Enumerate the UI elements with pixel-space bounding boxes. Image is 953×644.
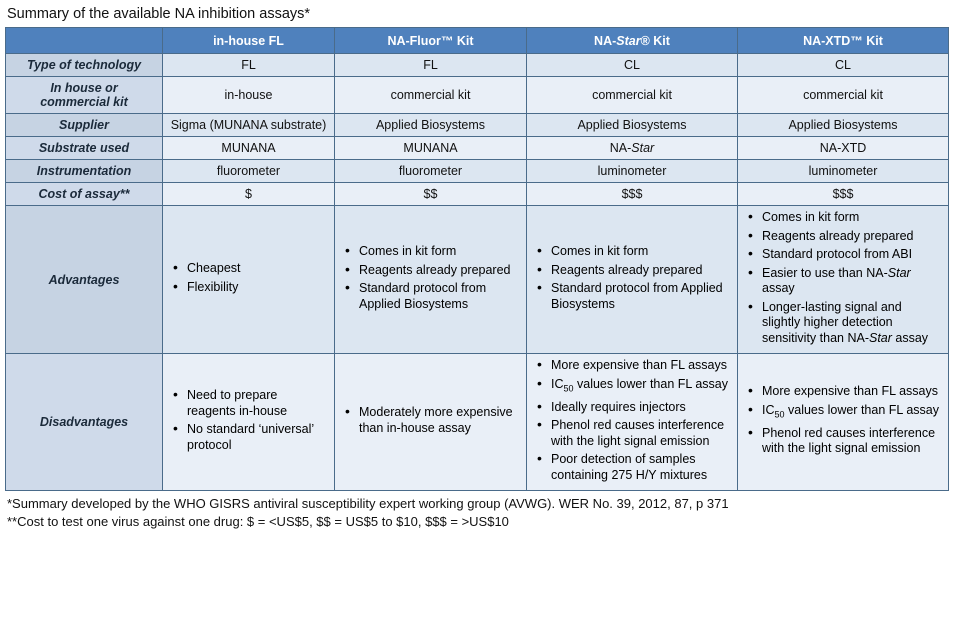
cell-technology-na-xtd: CL: [738, 54, 949, 77]
list-item: • Cheapest: [185, 261, 328, 277]
cell-supplier-in-house-fl: Sigma (MUNANA substrate): [163, 114, 335, 137]
cell-disadvantages-na-star: [527, 354, 738, 491]
cell-advantages-in-house-fl: [163, 206, 335, 354]
list-item: • Reagents already prepared: [760, 229, 942, 245]
list-item: • Standard protocol from ABI: [760, 247, 942, 263]
advantages-list-in-house-fl: [169, 261, 328, 295]
list-item: • Need to prepare reagents in-house: [185, 388, 328, 419]
footnote-cost-key: **Cost to test one virus against one drug: $ = <US$5, $$ = US$5 to $10, $$$ = >US$10: [7, 514, 509, 529]
page-title: Summary of the available NA inhibition assays*: [7, 6, 311, 22]
cell-kit-na-star: commercial kit: [527, 77, 738, 114]
table-corner-cell: [6, 28, 163, 54]
list-item: • Easier to use than NA-Star assay: [760, 266, 942, 297]
disadvantages-list-in-house-fl: [169, 388, 328, 453]
list-item: • Reagents already prepared: [357, 263, 520, 279]
cell-substrate-in-house-fl: MUNANA: [163, 137, 335, 160]
table-row-cost-of-assay: [6, 183, 949, 206]
row-label-type-of-technology: Type of technology: [6, 54, 163, 77]
cell-supplier-na-star: Applied Biosystems: [527, 114, 738, 137]
row-label-supplier: Supplier: [6, 114, 163, 137]
column-header-na-star-kit: NA-Star® Kit: [527, 28, 738, 54]
cell-cost-in-house-fl: $: [163, 183, 335, 206]
cell-instrumentation-na-xtd: luminometer: [738, 160, 949, 183]
cell-supplier-na-fluor: Applied Biosystems: [335, 114, 527, 137]
footnotes: [7, 495, 948, 531]
list-item: • Standard protocol from Applied Biosystems: [549, 281, 731, 312]
cell-instrumentation-in-house-fl: fluorometer: [163, 160, 335, 183]
table-body: [6, 54, 949, 491]
table-row-type-of-technology: [6, 54, 949, 77]
cell-disadvantages-in-house-fl: [163, 354, 335, 491]
row-label-instrumentation: Instrumentation: [6, 160, 163, 183]
cell-cost-na-xtd: $$$: [738, 183, 949, 206]
cell-technology-na-fluor: FL: [335, 54, 527, 77]
advantages-list-na-xtd: [744, 210, 942, 346]
table-row-supplier: [6, 114, 949, 137]
cell-advantages-na-fluor: [335, 206, 527, 354]
column-header-na-fluor-kit: NA-Fluor™ Kit: [335, 28, 527, 54]
cell-supplier-na-xtd: Applied Biosystems: [738, 114, 949, 137]
cell-advantages-na-star: [527, 206, 738, 354]
cell-kit-na-xtd: commercial kit: [738, 77, 949, 114]
list-item: • More expensive than FL assays: [760, 384, 942, 400]
table-row-in-house-or-commercial-kit: [6, 77, 949, 114]
list-item: • $IC_{50}$ values lower than FL assay: [549, 377, 731, 397]
table-row-disadvantages: [6, 354, 949, 491]
list-item: • Moderately more expensive than in-house assay: [357, 405, 520, 436]
cell-advantages-na-xtd: [738, 206, 949, 354]
advantages-list-na-star: [533, 244, 731, 312]
cell-kit-na-fluor: commercial kit: [335, 77, 527, 114]
column-header-in-house-fl: in-house FL: [163, 28, 335, 54]
row-label-in-house-or-commercial-kit: In house or commercial kit: [6, 77, 163, 114]
na-inhibition-assays-table: [5, 27, 949, 491]
cell-technology-na-star: CL: [527, 54, 738, 77]
disadvantages-list-na-xtd: [744, 384, 942, 457]
row-label-disadvantages: Disadvantages: [6, 354, 163, 491]
list-item: • Comes in kit form: [549, 244, 731, 260]
cell-instrumentation-na-star: luminometer: [527, 160, 738, 183]
list-item: • Phenol red causes interference with the light signal emission: [760, 426, 942, 457]
cell-disadvantages-na-xtd: [738, 354, 949, 491]
list-item: • More expensive than FL assays: [549, 358, 731, 374]
cell-substrate-na-xtd: NA-XTD: [738, 137, 949, 160]
row-label-cost-of-assay: Cost of assay**: [6, 183, 163, 206]
list-item: • Phenol red causes interference with the light signal emission: [549, 418, 731, 449]
list-item: • Poor detection of samples containing 275 H/Y mixtures: [549, 452, 731, 483]
cell-substrate-na-star: NA-Star: [527, 137, 738, 160]
list-item: • Comes in kit form: [357, 244, 520, 260]
footnote-summary-source: *Summary developed by the WHO GISRS antiviral susceptibility expert working group (AVWG). WER No. 39, 2012, 87, p 371: [7, 496, 729, 511]
table-header: [6, 28, 949, 54]
row-label-advantages: Advantages: [6, 206, 163, 354]
advantages-list-na-fluor: [341, 244, 520, 312]
list-item: • Standard protocol from Applied Biosystems: [357, 281, 520, 312]
list-item: • Ideally requires injectors: [549, 400, 731, 416]
cell-instrumentation-na-fluor: fluorometer: [335, 160, 527, 183]
row-label-substrate-used: Substrate used: [6, 137, 163, 160]
table-header-row: [6, 28, 949, 54]
table-row-substrate-used: [6, 137, 949, 160]
table-row-instrumentation: [6, 160, 949, 183]
cell-cost-na-star: $$$: [527, 183, 738, 206]
list-item: • No standard ‘universal’ protocol: [185, 422, 328, 453]
list-item: • $IC_{50}$ values lower than FL assay: [760, 403, 942, 423]
cell-substrate-na-fluor: MUNANA: [335, 137, 527, 160]
list-item: • Reagents already prepared: [549, 263, 731, 279]
list-item: • Longer-lasting signal and slightly higher detection sensitivity than NA-Star assay: [760, 300, 942, 347]
list-item: • Flexibility: [185, 280, 328, 296]
disadvantages-list-na-star: [533, 358, 731, 483]
cell-kit-in-house-fl: in-house: [163, 77, 335, 114]
list-item: • Comes in kit form: [760, 210, 942, 226]
disadvantages-list-na-fluor: [341, 405, 520, 436]
cell-disadvantages-na-fluor: [335, 354, 527, 491]
table-row-advantages: [6, 206, 949, 354]
column-header-na-xtd-kit: NA-XTD™ Kit: [738, 28, 949, 54]
cell-technology-in-house-fl: FL: [163, 54, 335, 77]
cell-cost-na-fluor: $$: [335, 183, 527, 206]
